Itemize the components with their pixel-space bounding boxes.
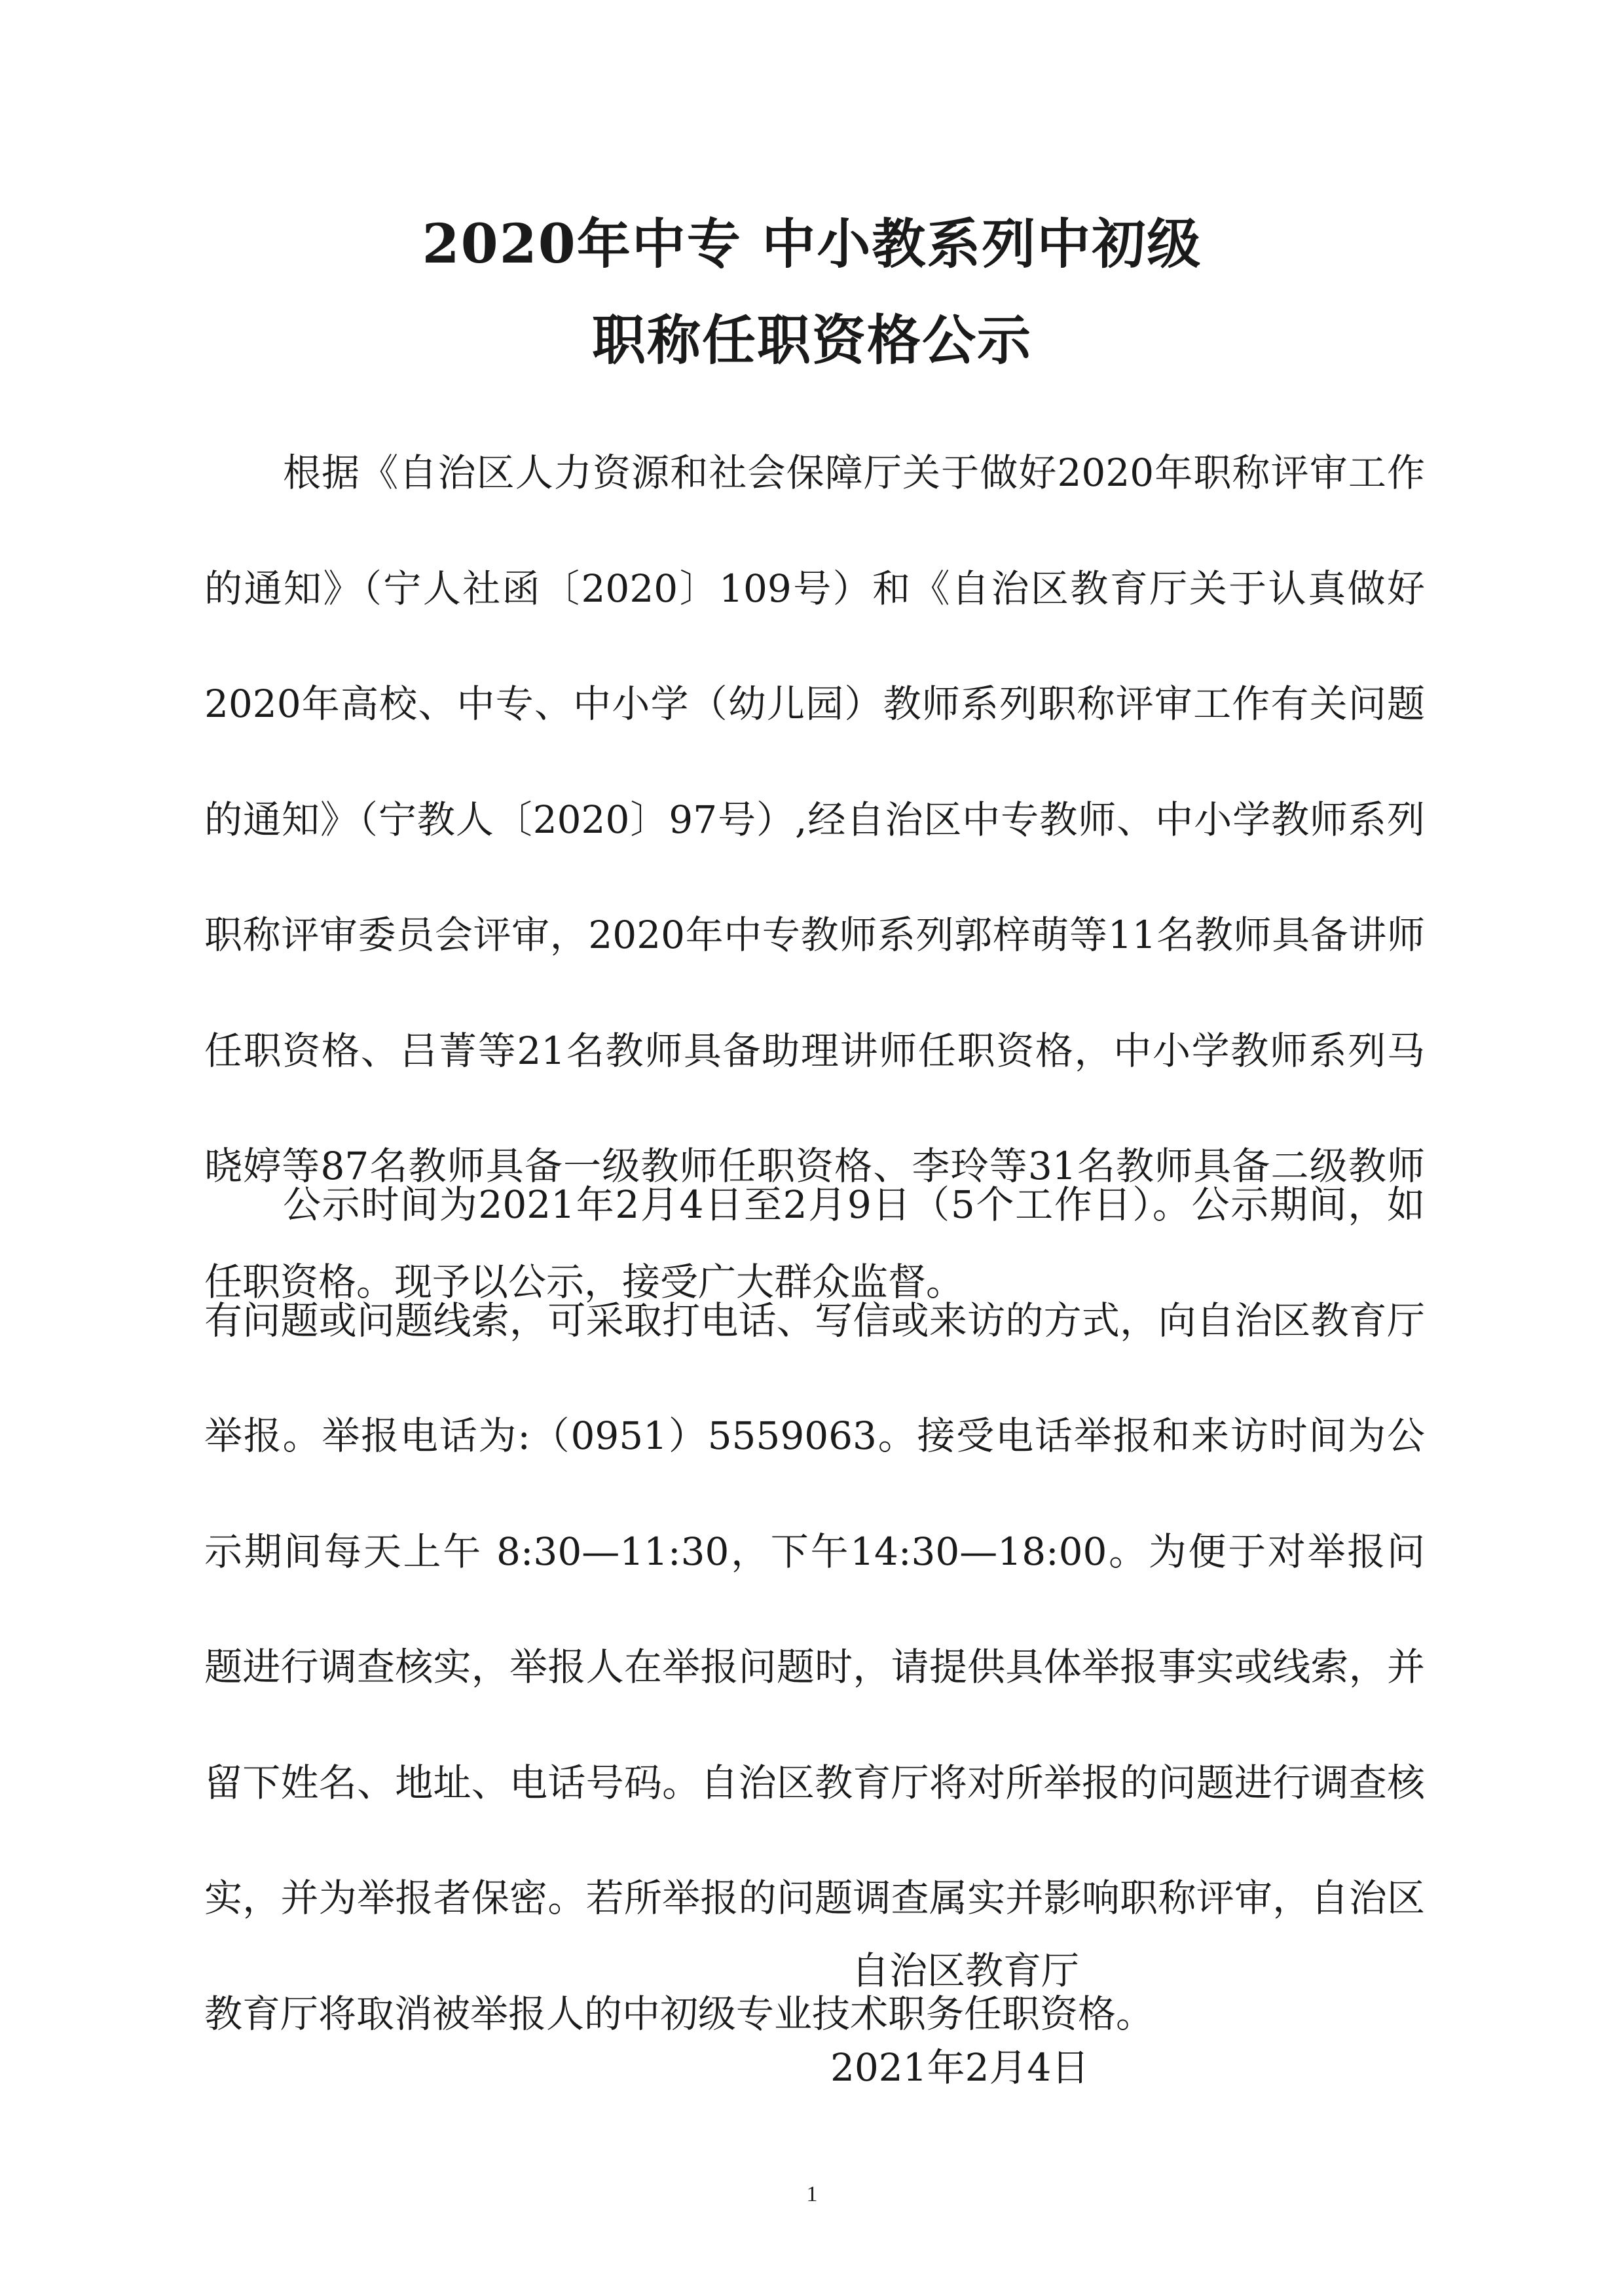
- document-title-line-1: 2020年中专 中小教系列中初级: [422, 213, 1202, 276]
- page-number: 1: [806, 2182, 818, 2206]
- body-paragraph-1: 根据《自治区人力资源和社会保障厅关于做好2020年职称评审工作的通知》（宁人社函〔2020〕109号）和《自治区教育厅关于认真做好2020年高校、中专、中小学（幼儿园）教师系列职称评审工作有关问题的通知》（宁教人〔2020〕97号）,经自治区中专教师、中小学教师系列职称评审委员会评审，2020年中专教师系列郭梓萌等11名教师具备讲师任职资格、吕菁等21名教师具备助理讲师任职资格，中小学教师系列马晓婷等87名教师具备一级教师任职资格、李玲等31名教师具备二级教师任职资格。现予以公示，接受广大群众监督。: [204, 450, 1425, 1304]
- signature-organization: 自治区教育厅: [851, 1948, 1080, 1993]
- body-paragraph-2: 公示时间为2021年2月4日至2月9日（5个工作日）。公示期间，如有问题或问题线索，可采取打电话、写信或来访的方式，向自治区教育厅举报。举报电话为:（0951）5559063。接受电话举报和来访时间为公示期间每天上午 8:30—11:30，下午14:30—18:00。为便于对举报问题进行调查核实，举报人在举报问题时，请提供具体举报事实或线索，并留下姓名、地址、电话号码。自治区教育厅将对所举报的问题进行调查核实，并为举报者保密。若所举报的问题调查属实并影响职称评审，自治区教育厅将取消被举报人的中初级专业技术职务任职资格。: [204, 1182, 1425, 2036]
- signature-date: 2021年2月4日: [830, 2045, 1090, 2090]
- document-title-line-2: 职称任职资格公示: [591, 309, 1032, 372]
